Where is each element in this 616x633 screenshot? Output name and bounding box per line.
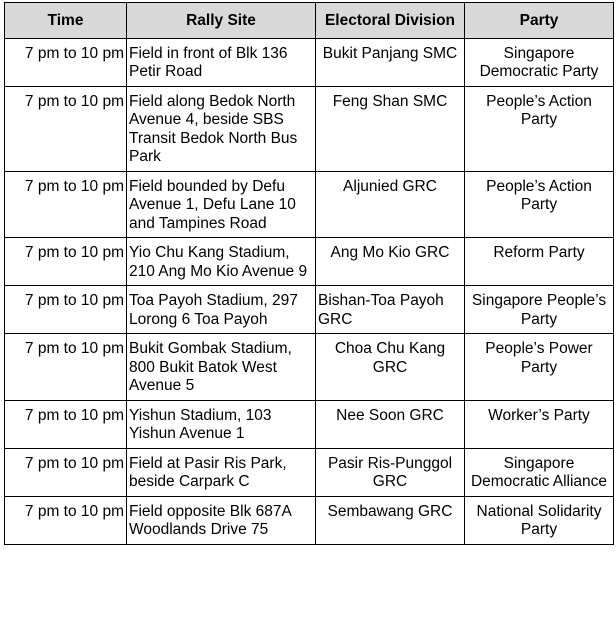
cell-rally-site: Field at Pasir Ris Park, beside Carpark C [127, 448, 316, 496]
cell-time: 7 pm to 10 pm [5, 238, 127, 286]
cell-time: 7 pm to 10 pm [5, 286, 127, 334]
table-row [5, 334, 614, 401]
cell-electoral-division: Bukit Panjang SMC [316, 38, 465, 86]
header-electoral-division: Electoral Division [316, 3, 465, 39]
table-row [5, 448, 614, 496]
table-header-row [5, 3, 614, 39]
cell-time: 7 pm to 10 pm [5, 496, 127, 544]
cell-party: Reform Party [465, 238, 614, 286]
cell-party: Singapore Democratic Alliance [465, 448, 614, 496]
cell-time: 7 pm to 10 pm [5, 448, 127, 496]
cell-rally-site: Toa Payoh Stadium, 297 Lorong 6 Toa Payoh [127, 286, 316, 334]
cell-electoral-division: Bishan-Toa Payoh GRC [316, 286, 465, 334]
table-row [5, 286, 614, 334]
cell-party: National Solidarity Party [465, 496, 614, 544]
cell-time: 7 pm to 10 pm [5, 334, 127, 401]
cell-electoral-division: Nee Soon GRC [316, 400, 465, 448]
cell-electoral-division: Ang Mo Kio GRC [316, 238, 465, 286]
header-time: Time [5, 3, 127, 39]
cell-electoral-division: Sembawang GRC [316, 496, 465, 544]
cell-rally-site: Field in front of Blk 136 Petir Road [127, 38, 316, 86]
cell-rally-site: Yio Chu Kang Stadium, 210 Ang Mo Kio Avenue 9 [127, 238, 316, 286]
cell-electoral-division: Aljunied GRC [316, 171, 465, 238]
cell-time: 7 pm to 10 pm [5, 38, 127, 86]
cell-electoral-division: Choa Chu Kang GRC [316, 334, 465, 401]
table-row [5, 496, 614, 544]
cell-time: 7 pm to 10 pm [5, 171, 127, 238]
table-row [5, 400, 614, 448]
cell-party: People’s Power Party [465, 334, 614, 401]
header-party: Party [465, 3, 614, 39]
header-rally-site: Rally Site [127, 3, 316, 39]
cell-rally-site: Field along Bedok North Avenue 4, beside SBS Transit Bedok North Bus Park [127, 86, 316, 171]
cell-rally-site: Yishun Stadium, 103 Yishun Avenue 1 [127, 400, 316, 448]
table-row [5, 86, 614, 171]
cell-electoral-division: Pasir Ris-Punggol GRC [316, 448, 465, 496]
cell-party: Singapore Democratic Party [465, 38, 614, 86]
cell-time: 7 pm to 10 pm [5, 400, 127, 448]
cell-time: 7 pm to 10 pm [5, 86, 127, 171]
cell-party: Singapore People’s Party [465, 286, 614, 334]
cell-rally-site: Field opposite Blk 687A Woodlands Drive 75 [127, 496, 316, 544]
rally-schedule-table [4, 2, 614, 545]
table-row [5, 38, 614, 86]
cell-rally-site: Bukit Gombak Stadium, 800 Bukit Batok West Avenue 5 [127, 334, 316, 401]
cell-electoral-division: Feng Shan SMC [316, 86, 465, 171]
table-row [5, 171, 614, 238]
table-row [5, 238, 614, 286]
cell-party: Worker’s Party [465, 400, 614, 448]
cell-party: People’s Action Party [465, 171, 614, 238]
cell-rally-site: Field bounded by Defu Avenue 1, Defu Lane 10 and Tampines Road [127, 171, 316, 238]
cell-party: People’s Action Party [465, 86, 614, 171]
